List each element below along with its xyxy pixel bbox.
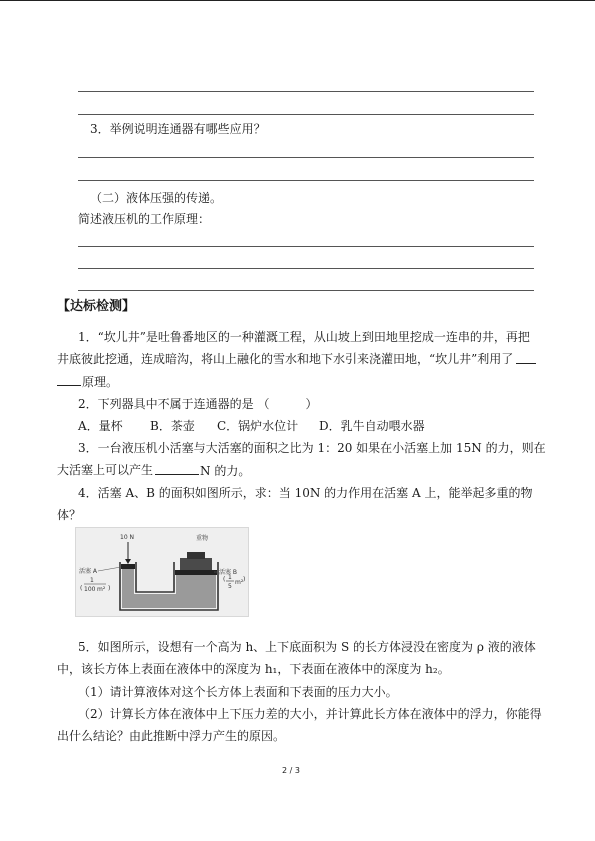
part-2-prompt: 简述液压机的工作原理： [78,212,211,226]
q5-sub-2-line-1: （2）计算长方体在液体中上下压力差的大小，并计算此长方体在液体中的浮力，你能得 [78,707,542,721]
piston-a-unit: m² [97,586,106,593]
piston-b-open-paren: ( [223,576,226,583]
piston-a-open-paren: ( [80,585,83,592]
piston-b-close-paren: ) [243,576,246,583]
q1-answer-blank[interactable] [57,373,81,386]
liquid-right-column [176,574,216,608]
q3-line-2-head: 大活塞上可以产生 [57,463,154,477]
weight-label: 重物 [196,535,209,542]
q3-answer-blank[interactable] [155,462,199,475]
answer-line[interactable] [78,246,534,247]
question-3-prompt: 3．举例说明连通器有哪些应用？ [90,122,266,136]
q5-line-2: 中，该长方体上表面在液体中的深度为 h₁，下表面在液体中的深度为 h₂。 [57,662,450,676]
hydraulic-press-diagram [76,528,248,616]
q4-line-1: 4．活塞 A、B 的面积如图所示，求：当 10N 的力作用在活塞 A 上，能举起多重的物 [78,486,533,500]
piston-a-area-denominator: 100 [84,586,96,593]
section-title: 【达标检测】 [57,299,136,314]
q3-line-2-tail: N 的力。 [200,464,251,478]
piston-a-close-paren: ) [108,585,111,592]
piston-a [121,564,135,569]
piston-b [175,570,217,575]
page-number: 2 / 3 [282,766,300,775]
answer-line[interactable] [78,268,534,269]
force-label: 10 N [120,534,135,541]
q2-option-c: C．锅炉水位计 [217,419,299,433]
hydraulic-press-figure [75,527,249,617]
piston-a-label: 活塞 A [79,568,98,575]
answer-line[interactable] [78,157,534,158]
piston-b-area-denominator: 5 [228,583,232,590]
q2-option-b: B．茶壶 [150,419,195,433]
q5-sub-2-line-2: 出什么结论？由此推断中浮力产生的原因。 [57,729,286,743]
answer-line[interactable] [78,290,534,291]
force-arrowhead [125,559,131,564]
piston-a-leader [98,567,121,571]
answer-line[interactable] [78,114,534,115]
q4-line-2: 体？ [57,508,82,522]
piston-a-area-numerator: 1 [90,577,94,584]
answer-line[interactable] [78,91,534,92]
q1-line-1: 1．“坎儿井”是吐鲁番地区的一种灌溉工程，从山坡上到田地里挖成一连串的井，再把 [78,330,530,344]
weight-top [187,552,205,559]
q2-option-a: A．量杯 [78,419,123,433]
piston-b-label: 活塞 B [219,569,238,576]
q1-line-2: 井底彼此挖通，连成暗沟，将山上融化的雪水和地下水引来浇灌田地，“坎儿井”利用了 [57,352,514,366]
weight-block [180,558,212,570]
part-2-title: （二）液体压强的传递。 [90,191,223,205]
q5-line-1: 5．如图所示，设想有一个高为 h、上下底面积为 S 的长方体浸没在密度为 ρ 液的液体 [78,640,536,654]
q1-answer-blank[interactable] [516,351,536,364]
q1-line-3: 原理。 [82,375,119,389]
q2-option-d: D．乳牛自动喂水器 [319,419,425,433]
piston-b-area-numerator: 1 [228,574,232,581]
q2-stem: 2．下列器具中不属于连通器的是 （ ） [78,397,318,411]
answer-line[interactable] [78,180,534,181]
q5-sub-1: （1）请计算液体对这个长方体上表面和下表面的压力大小。 [78,685,398,699]
piston-b-unit: m² [235,579,244,586]
q3-line-1: 3．一台液压机小活塞与大活塞的面积之比为 1：20 如果在小活塞上加 15N 的力，则在 [78,441,546,455]
page-top-border [0,0,595,1]
